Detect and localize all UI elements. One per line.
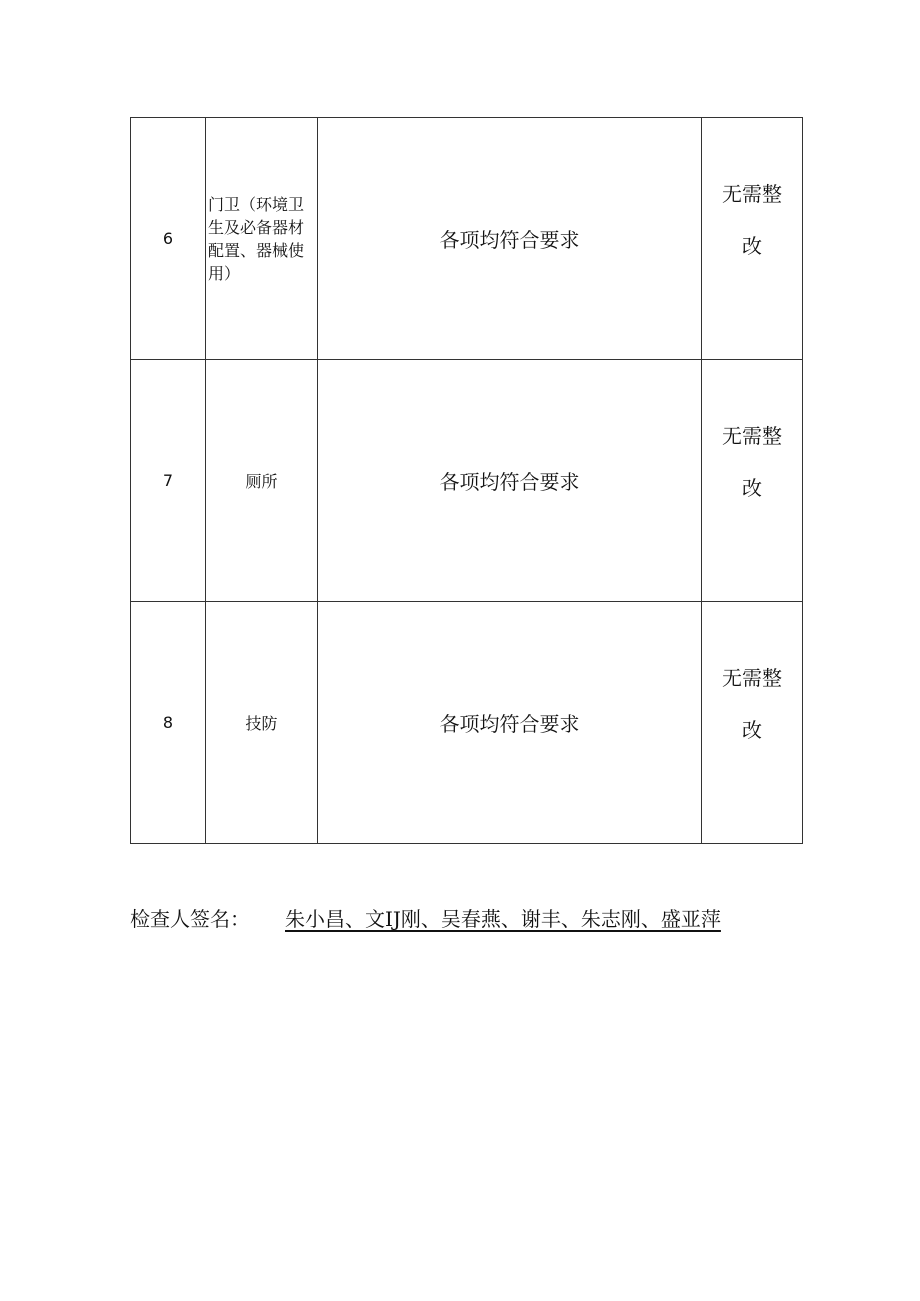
inspection-item: 厕所 [206, 360, 318, 602]
rectification-status-text: 无需整改 [722, 423, 782, 500]
inspection-result: 各项均符合要求 [318, 360, 702, 602]
row-number: 6 [131, 118, 206, 360]
rectification-status [702, 118, 803, 360]
inspection-item: 技防 [206, 602, 318, 844]
rectification-status-text: 无需整改 [722, 665, 782, 742]
signature-line [130, 903, 721, 932]
rectification-status-text: 无需整改 [722, 181, 782, 258]
table-row [131, 360, 803, 602]
inspection-table [130, 117, 803, 844]
row-number: 7 [131, 360, 206, 602]
table-row [131, 602, 803, 844]
rectification-status [702, 360, 803, 602]
inspection-result: 各项均符合要求 [318, 118, 702, 360]
signature-names: 朱小昌、文IJ刚、吴春燕、谢丰、朱志刚、盛亚萍 [285, 907, 721, 931]
signature-label: 检查人签名： [130, 907, 250, 931]
row-number: 8 [131, 602, 206, 844]
inspection-result: 各项均符合要求 [318, 602, 702, 844]
rectification-status [702, 602, 803, 844]
inspection-item: 门卫（环境卫生及必备器材配置、器械使用） [206, 118, 318, 360]
table-row [131, 118, 803, 360]
